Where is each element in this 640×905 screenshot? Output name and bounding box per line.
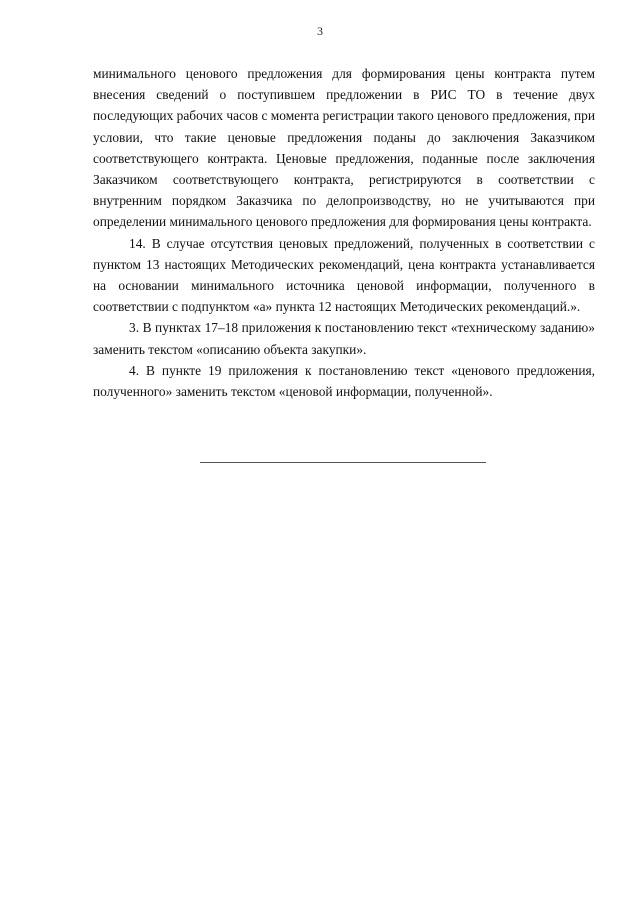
end-divider-line — [200, 462, 486, 463]
paragraph-item-14: 14. В случае отсутствия ценовых предложений, полученных в соответствии с пунктом 13 настоящих Методических рекомендаций, цена контракта устанавливается на основании минимального источника ценовой информации, полученного в соответствии с подпунктом «а» пункта 12 настоящих Методических рекомендаций.». — [93, 235, 595, 315]
paragraph-item-4: 4. В пункте 19 приложения к постановлению текст «ценового предложения, полученного» заменить текстом «ценовой информации, полученной». — [93, 362, 595, 400]
paragraph-continuation: минимального ценового предложения для формирования цены контракта путем внесения сведений о поступившем предложении в РИС ТО в течение двух последующих рабочих часов с момента регистрации такого ценового предложения, при условии, что такие ценовые предложения поданы до заключения Заказчиком соответствующего контракта. Ценовые предложения, поданные после заключения Заказчиком соответствующего контракта, регистрируются в соответствии с внутренним порядком Заказчика по делопроизводству, но не учитываются при определении минимального ценового предложения для формирования цены контракта. — [93, 66, 595, 230]
document-body — [93, 63, 595, 402]
paragraph-item-3: 3. В пунктах 17–18 приложения к постановлению текст «техническому заданию» заменить текстом «описанию объекта закупки». — [93, 320, 595, 357]
page-number: 3 — [317, 24, 323, 38]
